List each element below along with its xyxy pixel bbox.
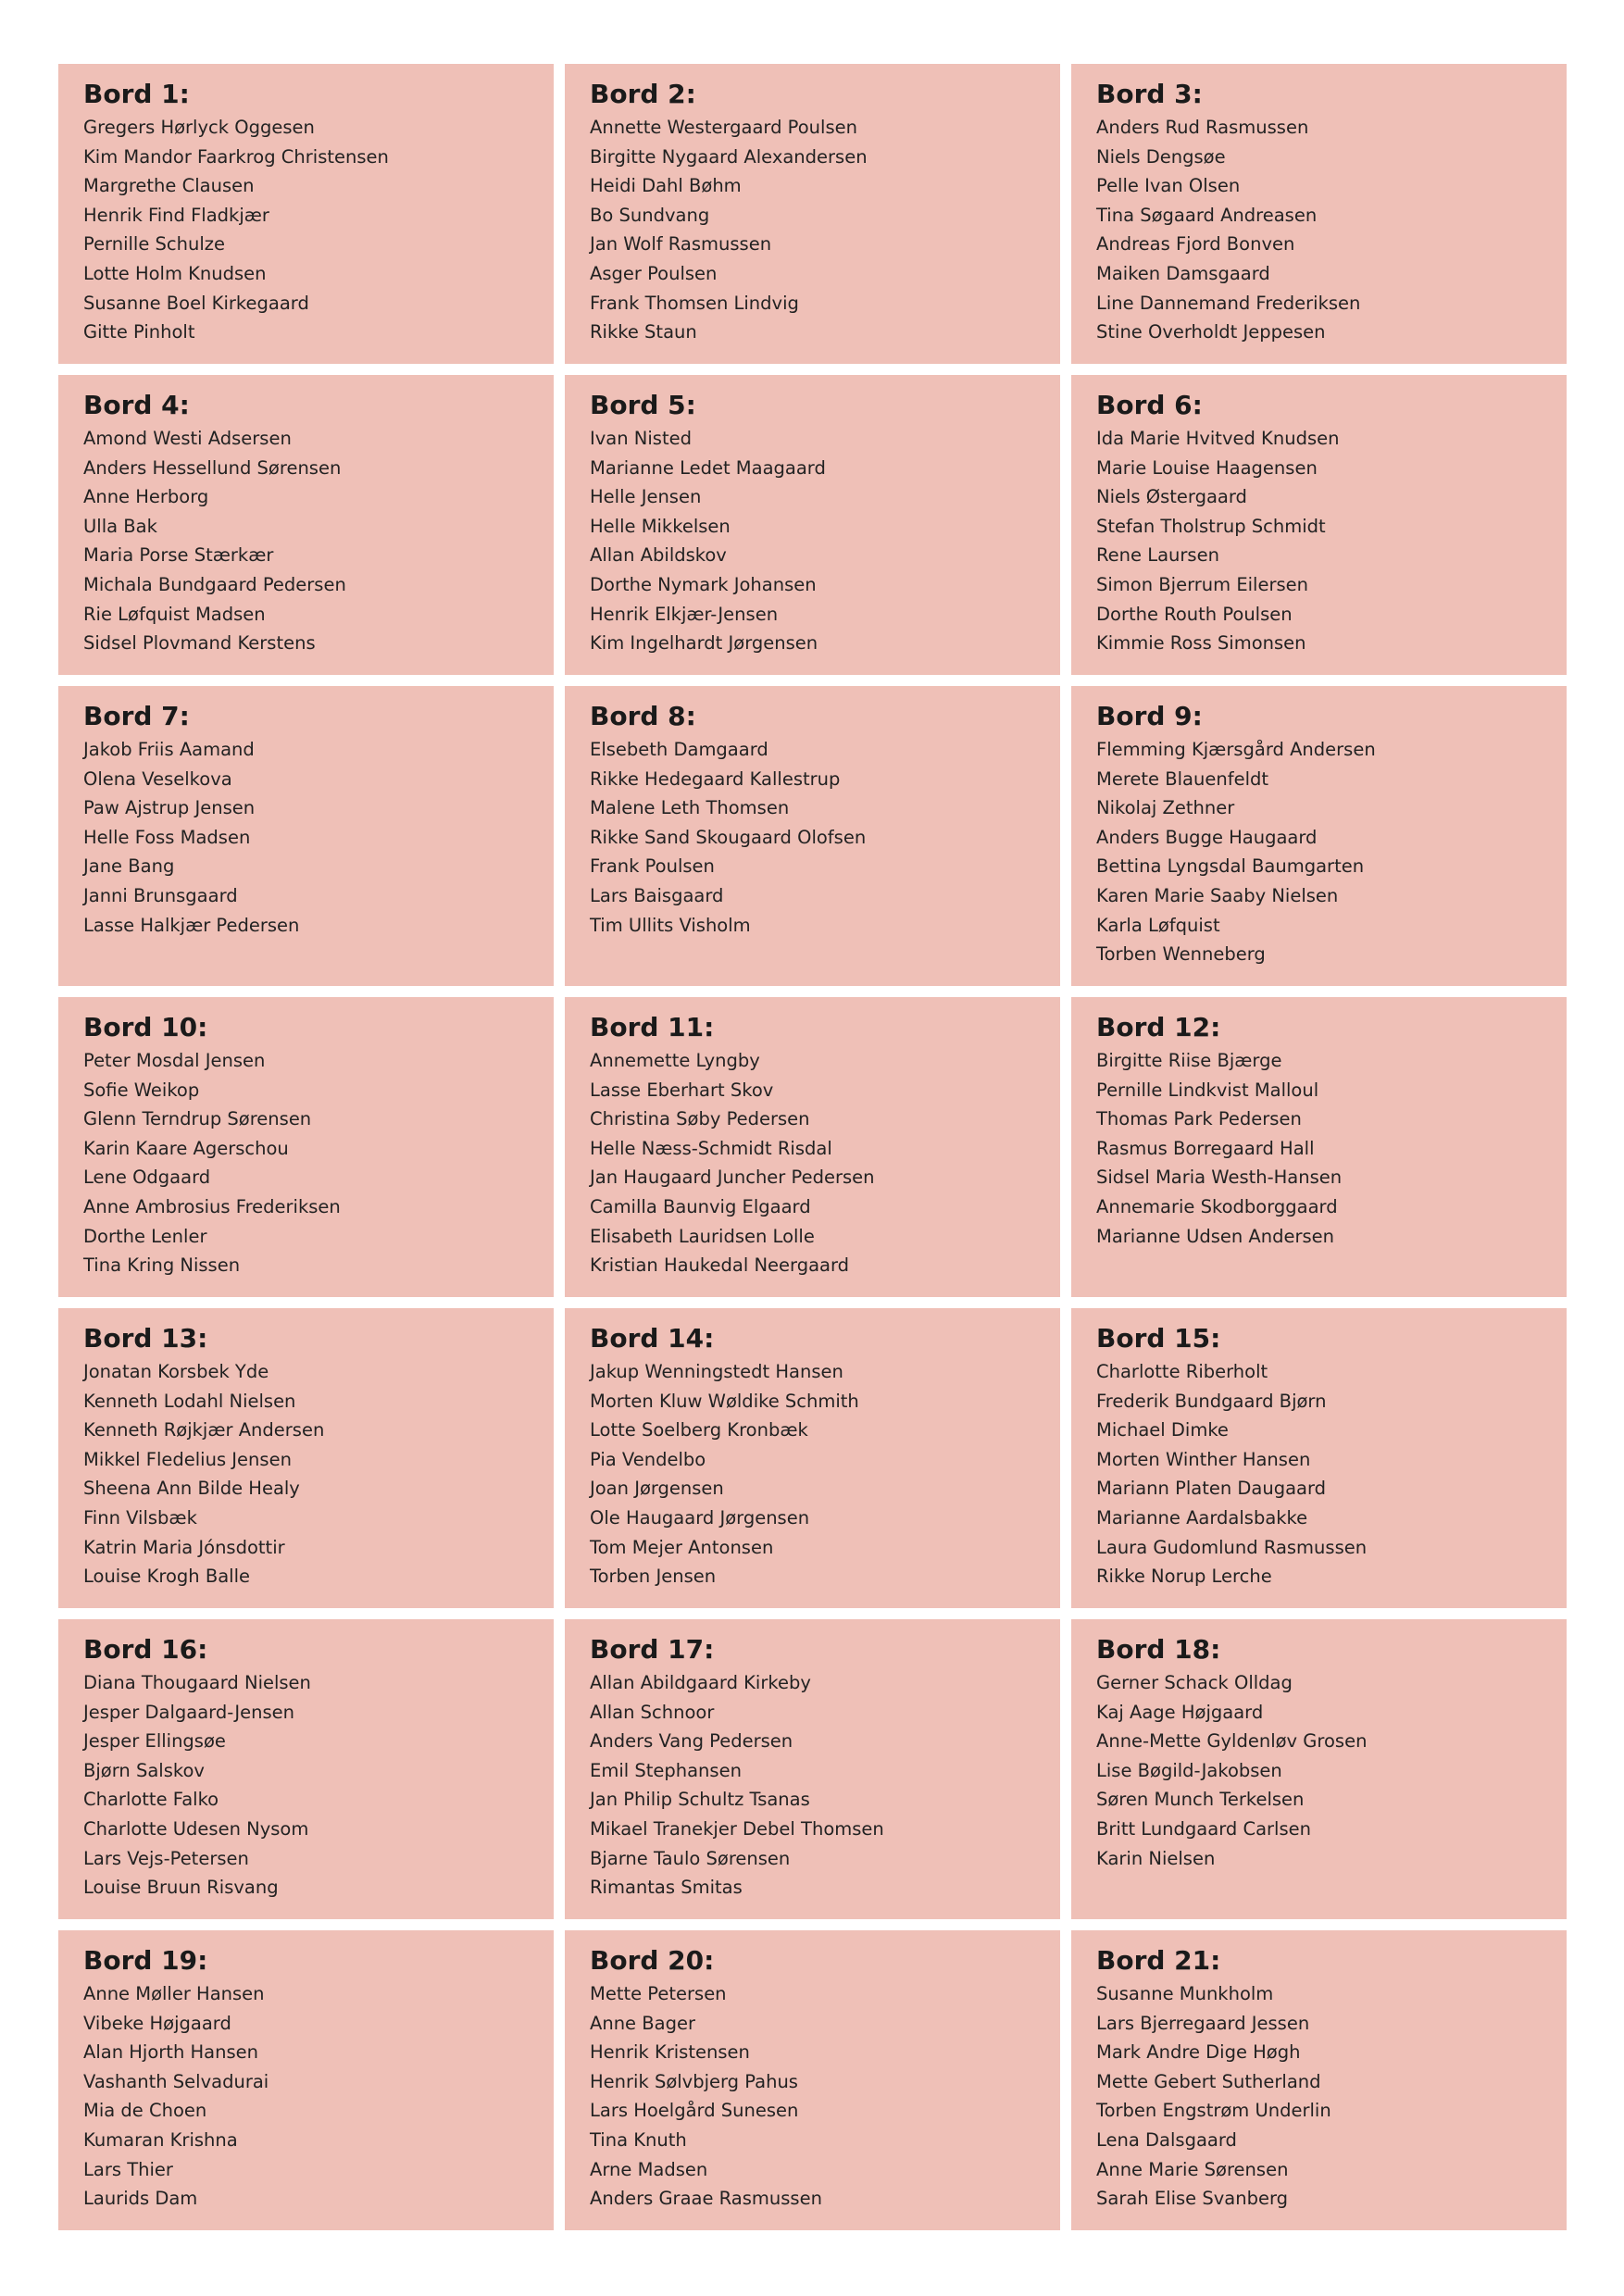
guest-name: Gregers Hørlyck Oggesen	[83, 117, 315, 138]
guest-name: Malene Leth Thomsen	[590, 797, 790, 819]
table-card-8	[565, 686, 1060, 986]
guest-name: Henrik Find Fladkjær	[83, 204, 269, 226]
guest-list	[590, 1046, 1036, 1280]
table-card-15	[1071, 1308, 1567, 1608]
guest-name: Henrik Elkjær-Jensen	[590, 603, 779, 625]
guest-list	[83, 1046, 530, 1280]
table-title: Bord 2:	[590, 79, 696, 109]
guest-name: Frank Thomsen Lindvig	[590, 292, 799, 314]
table-card-12	[1071, 997, 1567, 1297]
guest-name: Sarah Elise Svanberg	[1096, 2188, 1289, 2210]
guest-name: Pelle Ivan Olsen	[1096, 175, 1241, 197]
table-card-20	[565, 1930, 1060, 2230]
guest-name: Jesper Dalgaard-Jensen	[83, 1701, 294, 1723]
table-title: Bord 16:	[83, 1634, 208, 1665]
guest-name: Vashanth Selvadurai	[83, 2070, 269, 2092]
guest-list	[1096, 1046, 1543, 1251]
guest-name: Charlotte Riberholt	[1096, 1361, 1268, 1382]
table-title: Bord 7:	[83, 701, 190, 731]
guest-name: Jane Bang	[83, 855, 175, 878]
guest-name: Allan Abildgaard Kirkeby	[590, 1672, 811, 1693]
guest-name: Rikke Norup Lerche	[1096, 1566, 1272, 1588]
guest-name: Glenn Terndrup Sørensen	[83, 1108, 312, 1130]
guest-name: Vibeke Højgaard	[83, 2012, 231, 2034]
table-title: Bord 18:	[1096, 1634, 1221, 1665]
table-title: Bord 8:	[590, 701, 696, 731]
guest-name: Dorthe Lenler	[83, 1225, 207, 1247]
guest-name: Rikke Staun	[590, 321, 697, 343]
guest-name: Morten Kluw Wøldike Schmith	[590, 1390, 859, 1412]
guest-name: Rimantas Smitas	[590, 1877, 743, 1899]
guest-name: Sidsel Maria Westh-Hansen	[1096, 1167, 1343, 1189]
table-title: Bord 4:	[83, 390, 190, 420]
guest-name: Niels Østergaard	[1096, 486, 1247, 508]
guest-name: Susanne Munkholm	[1096, 1983, 1274, 2004]
guest-name: Annette Westergaard Poulsen	[590, 117, 857, 138]
guest-name: Kenneth Lodahl Nielsen	[83, 1390, 296, 1412]
guest-name: Anne Herborg	[83, 486, 209, 508]
table-title: Bord 21:	[1096, 1945, 1221, 1976]
guest-name: Ida Marie Hvitved Knudsen	[1096, 428, 1340, 449]
guest-name: Mariann Platen Daugaard	[1096, 1478, 1327, 1500]
guest-name: Christina Søby Pedersen	[590, 1108, 810, 1130]
guest-name: Louise Krogh Balle	[83, 1566, 250, 1588]
guest-name: Janni Brunsgaard	[83, 884, 238, 906]
guest-name: Lars Vejs-Petersen	[83, 1847, 249, 1869]
guest-name: Nikolaj Zethner	[1096, 797, 1235, 819]
guest-name: Simon Bjerrum Eilersen	[1096, 573, 1309, 595]
guest-name: Birgitte Nygaard Alexandersen	[590, 145, 868, 168]
table-card-3	[1071, 64, 1567, 364]
guest-name: Morten Winther Hansen	[1096, 1448, 1311, 1470]
guest-name: Lars Bjerregaard Jessen	[1096, 2012, 1310, 2034]
guest-name: Jonatan Korsbek Yde	[83, 1361, 269, 1382]
guest-name: Flemming Kjærsgård Andersen	[1096, 739, 1376, 760]
guest-name: Anne Møller Hansen	[83, 1983, 265, 2004]
guest-name: Allan Schnoor	[590, 1701, 715, 1723]
guest-name: Torben Wenneberg	[1096, 943, 1266, 966]
guest-name: Niels Dengsøe	[1096, 145, 1226, 168]
guest-name: Gitte Pinholt	[83, 321, 195, 343]
guest-name: Anne-Mette Gyldenløv Grosen	[1096, 1730, 1368, 1753]
guest-name: Frederik Bundgaard Bjørn	[1096, 1390, 1327, 1412]
guest-name: Michael Dimke	[1096, 1419, 1229, 1441]
guest-name: Margrethe Clausen	[83, 175, 255, 197]
guest-name: Ole Haugaard Jørgensen	[590, 1506, 810, 1529]
table-card-19	[58, 1930, 554, 2230]
guest-name: Marianne Aardalsbakke	[1096, 1506, 1308, 1529]
guest-list	[1096, 424, 1543, 658]
guest-name: Kenneth Røjkjær Andersen	[83, 1419, 325, 1441]
table-card-7	[58, 686, 554, 986]
guest-name: Stine Overholdt Jeppesen	[1096, 321, 1326, 343]
table-title: Bord 3:	[1096, 79, 1203, 109]
table-card-4	[58, 375, 554, 675]
guest-name: Marianne Udsen Andersen	[1096, 1225, 1335, 1247]
guest-name: Stefan Tholstrup Schmidt	[1096, 515, 1326, 537]
guest-name: Helle Mikkelsen	[590, 515, 731, 537]
guest-name: Helle Næss-Schmidt Risdal	[590, 1137, 832, 1159]
guest-name: Tina Knuth	[590, 2128, 687, 2151]
guest-name: Birgitte Riise Bjærge	[1096, 1050, 1282, 1071]
guest-name: Olena Veselkova	[83, 767, 232, 790]
guest-name: Charlotte Falko	[83, 1789, 219, 1811]
guest-list	[83, 113, 530, 347]
guest-name: Annemette Lyngby	[590, 1050, 760, 1071]
guest-name: Sofie Weikop	[83, 1079, 200, 1101]
guest-name: Kumaran Krishna	[83, 2128, 238, 2151]
guest-name: Torben Engstrøm Underlin	[1096, 2100, 1331, 2122]
guest-list	[83, 1668, 530, 1903]
guest-name: Bjarne Taulo Sørensen	[590, 1847, 791, 1869]
guest-list	[83, 1357, 530, 1591]
guest-name: Søren Munch Terkelsen	[1096, 1789, 1305, 1811]
table-title: Bord 19:	[83, 1945, 208, 1976]
guest-list	[590, 1979, 1036, 2214]
guest-name: Britt Lundgaard Carlsen	[1096, 1817, 1311, 1840]
guest-name: Kaj Aage Højgaard	[1096, 1701, 1264, 1723]
guest-name: Henrik Kristensen	[590, 2041, 750, 2064]
guest-list	[1096, 1979, 1543, 2214]
guest-name: Paw Ajstrup Jensen	[83, 797, 256, 819]
guest-name: Gerner Schack Olldag	[1096, 1672, 1293, 1693]
guest-name: Merete Blauenfeldt	[1096, 767, 1269, 790]
guest-name: Karen Marie Saaby Nielsen	[1096, 884, 1339, 906]
table-card-9	[1071, 686, 1567, 986]
guest-name: Lasse Halkjær Pedersen	[83, 914, 300, 936]
guest-name: Anne Ambrosius Frederiksen	[83, 1195, 341, 1217]
guest-name: Kim Mandor Faarkrog Christensen	[83, 145, 389, 168]
table-card-5	[565, 375, 1060, 675]
guest-name: Emil Stephansen	[590, 1759, 742, 1781]
guest-list	[1096, 1357, 1543, 1591]
guest-name: Tom Mejer Antonsen	[590, 1536, 774, 1558]
guest-name: Rikke Sand Skougaard Olofsen	[590, 826, 867, 848]
table-card-18	[1071, 1619, 1567, 1919]
guest-name: Ivan Nisted	[590, 428, 692, 449]
seating-grid	[58, 64, 1567, 2230]
guest-list	[590, 113, 1036, 347]
guest-name: Peter Mosdal Jensen	[83, 1050, 266, 1071]
guest-list	[1096, 113, 1543, 347]
table-title: Bord 9:	[1096, 701, 1203, 731]
guest-name: Maiken Damsgaard	[1096, 262, 1270, 284]
guest-name: Jakup Wenningstedt Hansen	[590, 1361, 843, 1382]
guest-name: Elisabeth Lauridsen Lolle	[590, 1225, 815, 1247]
guest-list	[83, 1979, 530, 2214]
guest-name: Lotte Soelberg Kronbæk	[590, 1419, 808, 1441]
guest-name: Rikke Hedegaard Kallestrup	[590, 767, 841, 790]
guest-name: Finn Vilsbæk	[83, 1506, 197, 1529]
guest-name: Lars Baisgaard	[590, 884, 724, 906]
guest-name: Tim Ullits Visholm	[590, 914, 751, 936]
guest-name: Mark Andre Dige Høgh	[1096, 2041, 1301, 2064]
guest-name: Dorthe Nymark Johansen	[590, 573, 817, 595]
guest-name: Lene Odgaard	[83, 1167, 211, 1189]
guest-name: Heidi Dahl Bøhm	[590, 175, 742, 197]
guest-name: Karla Løfquist	[1096, 914, 1220, 936]
guest-list	[590, 735, 1036, 940]
table-title: Bord 17:	[590, 1634, 715, 1665]
guest-name: Jesper Ellingsøe	[83, 1730, 226, 1753]
guest-name: Rie Løfquist Madsen	[83, 603, 266, 625]
table-card-11	[565, 997, 1060, 1297]
guest-name: Lars Hoelgård Sunesen	[590, 2100, 799, 2122]
guest-name: Katrin Maria Jónsdottir	[83, 1536, 285, 1558]
guest-name: Pernille Schulze	[83, 233, 226, 256]
guest-name: Tina Søgaard Andreasen	[1096, 204, 1318, 226]
guest-name: Sidsel Plovmand Kerstens	[83, 632, 316, 655]
guest-name: Mia de Choen	[83, 2100, 207, 2122]
guest-name: Andreas Fjord Bonven	[1096, 233, 1295, 256]
table-title: Bord 20:	[590, 1945, 715, 1976]
table-title: Bord 14:	[590, 1323, 715, 1354]
guest-name: Torben Jensen	[590, 1566, 717, 1588]
table-card-1	[58, 64, 554, 364]
guest-name: Dorthe Routh Poulsen	[1096, 603, 1293, 625]
guest-name: Maria Porse Stærkær	[83, 544, 274, 567]
guest-name: Pia Vendelbo	[590, 1448, 706, 1470]
guest-name: Anders Bugge Haugaard	[1096, 826, 1318, 848]
guest-name: Jan Philip Schultz Tsanas	[590, 1789, 810, 1811]
guest-name: Amond Westi Adsersen	[83, 428, 292, 449]
guest-name: Lotte Holm Knudsen	[83, 262, 267, 284]
guest-name: Frank Poulsen	[590, 855, 715, 878]
guest-name: Mette Gebert Sutherland	[1096, 2070, 1321, 2092]
guest-name: Lars Thier	[83, 2158, 173, 2180]
table-title: Bord 11:	[590, 1012, 715, 1042]
guest-list	[1096, 735, 1543, 969]
guest-name: Laura Gudomlund Rasmussen	[1096, 1536, 1368, 1558]
table-title: Bord 15:	[1096, 1323, 1221, 1354]
table-card-13	[58, 1308, 554, 1608]
guest-name: Jan Wolf Rasmussen	[590, 233, 772, 256]
table-card-6	[1071, 375, 1567, 675]
guest-name: Camilla Baunvig Elgaard	[590, 1195, 811, 1217]
guest-name: Lasse Eberhart Skov	[590, 1079, 774, 1101]
guest-name: Asger Poulsen	[590, 262, 718, 284]
guest-name: Karin Nielsen	[1096, 1847, 1216, 1869]
guest-name: Helle Foss Madsen	[83, 826, 251, 848]
guest-name: Kristian Haukedal Neergaard	[590, 1254, 850, 1277]
guest-name: Rasmus Borregaard Hall	[1096, 1137, 1315, 1159]
guest-name: Anders Rud Rasmussen	[1096, 117, 1309, 138]
guest-name: Pernille Lindkvist Malloul	[1096, 1079, 1319, 1101]
guest-name: Anders Vang Pedersen	[590, 1730, 793, 1753]
guest-name: Karin Kaare Agerschou	[83, 1137, 289, 1159]
guest-name: Ulla Bak	[83, 515, 157, 537]
guest-list	[83, 424, 530, 658]
guest-name: Jakob Friis Aamand	[83, 739, 255, 760]
guest-list	[590, 1357, 1036, 1591]
table-card-14	[565, 1308, 1060, 1608]
guest-list	[590, 1668, 1036, 1903]
guest-name: Susanne Boel Kirkegaard	[83, 292, 309, 314]
guest-name: Louise Bruun Risvang	[83, 1877, 279, 1899]
guest-name: Thomas Park Pedersen	[1096, 1108, 1302, 1130]
table-card-2	[565, 64, 1060, 364]
guest-name: Michala Bundgaard Pedersen	[83, 573, 346, 595]
table-title: Bord 1:	[83, 79, 190, 109]
guest-name: Sheena Ann Bilde Healy	[83, 1478, 300, 1500]
guest-name: Marie Louise Haagensen	[1096, 456, 1318, 479]
table-title: Bord 12:	[1096, 1012, 1221, 1042]
guest-name: Bjørn Salskov	[83, 1759, 205, 1781]
table-title: Bord 5:	[590, 390, 696, 420]
guest-name: Anders Graae Rasmussen	[590, 2188, 822, 2210]
table-card-17	[565, 1619, 1060, 1919]
guest-name: Anne Marie Sørensen	[1096, 2158, 1289, 2180]
guest-name: Laurids Dam	[83, 2188, 198, 2210]
table-title: Bord 13:	[83, 1323, 208, 1354]
guest-name: Lena Dalsgaard	[1096, 2128, 1237, 2151]
table-card-16	[58, 1619, 554, 1919]
guest-name: Helle Jensen	[590, 486, 702, 508]
guest-name: Rene Laursen	[1096, 544, 1219, 567]
guest-name: Arne Madsen	[590, 2158, 708, 2180]
guest-name: Bo Sundvang	[590, 204, 710, 226]
guest-name: Henrik Sølvbjerg Pahus	[590, 2070, 798, 2092]
guest-name: Mette Petersen	[590, 1983, 727, 2004]
guest-name: Joan Jørgensen	[590, 1478, 724, 1500]
guest-list	[83, 735, 530, 940]
guest-name: Alan Hjorth Hansen	[83, 2041, 258, 2064]
guest-name: Anne Bager	[590, 2012, 695, 2034]
guest-name: Line Dannemand Frederiksen	[1096, 292, 1361, 314]
guest-name: Tina Kring Nissen	[83, 1254, 241, 1277]
guest-name: Diana Thougaard Nielsen	[83, 1672, 311, 1693]
guest-list	[1096, 1668, 1543, 1873]
guest-name: Lise Bøgild-Jakobsen	[1096, 1759, 1282, 1781]
guest-name: Charlotte Udesen Nysom	[83, 1817, 309, 1840]
guest-name: Jan Haugaard Juncher Pedersen	[590, 1167, 875, 1189]
guest-name: Mikael Tranekjer Debel Thomsen	[590, 1817, 884, 1840]
guest-name: Annemarie Skodborggaard	[1096, 1195, 1338, 1217]
table-card-21	[1071, 1930, 1567, 2230]
guest-name: Allan Abildskov	[590, 544, 727, 567]
guest-name: Bettina Lyngsdal Baumgarten	[1096, 855, 1365, 878]
guest-list	[590, 424, 1036, 658]
guest-name: Marianne Ledet Maagaard	[590, 456, 826, 479]
guest-name: Mikkel Fledelius Jensen	[83, 1448, 292, 1470]
table-card-10	[58, 997, 554, 1297]
guest-name: Kimmie Ross Simonsen	[1096, 632, 1306, 655]
guest-name: Anders Hessellund Sørensen	[83, 456, 342, 479]
table-title: Bord 10:	[83, 1012, 208, 1042]
table-title: Bord 6:	[1096, 390, 1203, 420]
guest-name: Kim Ingelhardt Jørgensen	[590, 632, 818, 655]
guest-name: Elsebeth Damgaard	[590, 739, 768, 760]
